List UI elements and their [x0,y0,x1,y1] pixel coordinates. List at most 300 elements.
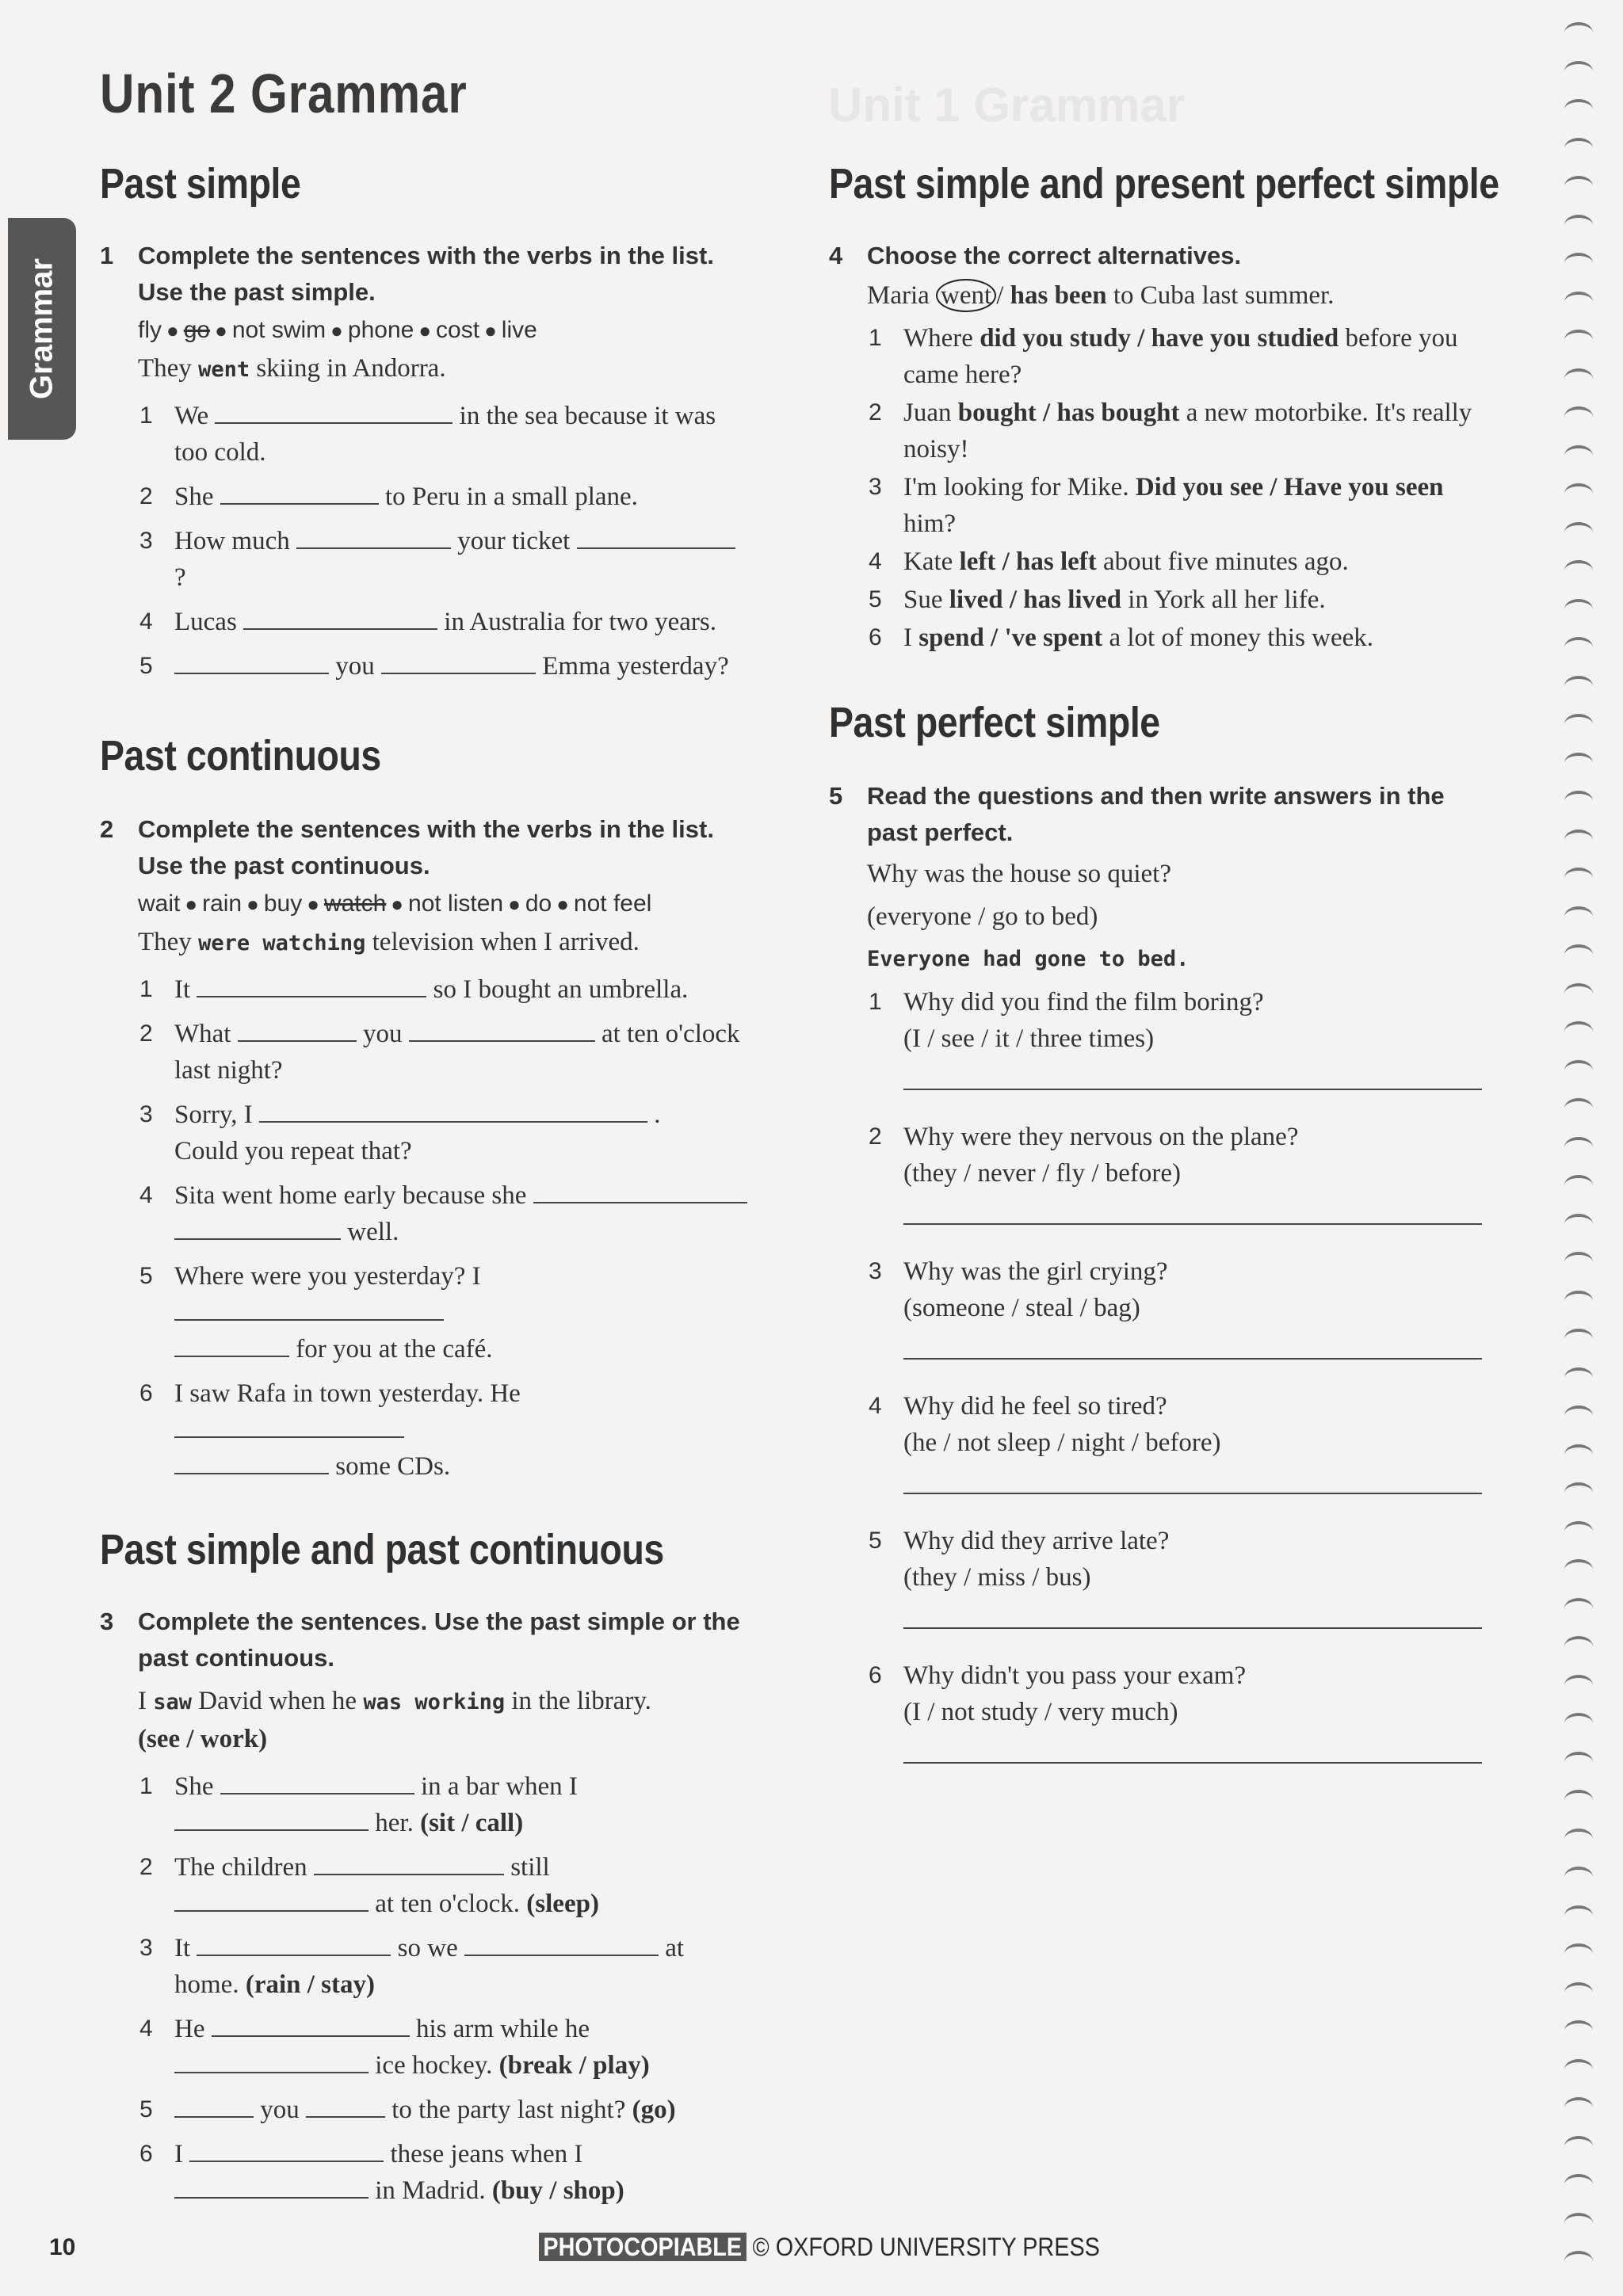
item-number: 3 [139,528,153,554]
binding-ring [1564,1713,1593,1733]
text: Could you repeat that? [174,1137,412,1165]
instruction-text: Complete the sentences with the verbs in the list. Use the past continuous. [138,815,714,879]
question: Why didn't you pass your exam? [903,1661,1247,1690]
handwritten-answer: went [198,357,250,382]
binding-ring [1564,176,1593,196]
text: I'm looking for Mike. [903,473,1136,502]
word: wait [138,891,181,917]
answer-line[interactable] [903,1464,1482,1494]
binding-ring [1564,868,1593,888]
text: well. [347,1218,399,1246]
item-number: 2 [139,1020,153,1047]
question: Why did they arrive late? [903,1527,1170,1555]
cue: (I / see / it / three times) [903,1024,1155,1053]
text: so I bought an umbrella. [433,975,689,1004]
text: in the library. [511,1687,651,1715]
word-struck: go [183,317,211,343]
item-number: 6 [139,1380,153,1406]
binding-ring [1564,2213,1593,2233]
text: I saw Rafa in town yesterday. He [174,1379,521,1408]
answer-blank[interactable] [381,649,536,674]
item-number: 5 [139,1263,153,1289]
answer-blank[interactable] [174,2092,254,2118]
binding-ring [1564,292,1593,312]
text: They [138,928,192,956]
binding-ring [1564,1829,1593,1849]
text: a lot of money this week. [1102,624,1374,652]
binding-ring [1564,1790,1593,1810]
answer-blank[interactable] [220,479,379,505]
binding-ring [1564,368,1593,389]
list-item [100,1375,750,1485]
binding-ring [1564,830,1593,850]
item-number: 6 [869,1662,882,1688]
answer-line[interactable] [903,1195,1482,1225]
text: She [174,482,214,511]
text: Juan [903,399,958,427]
bleed-through-text: Unit 1 Grammar [828,78,1186,132]
answer-blank[interactable] [174,1295,444,1321]
binding-ring [1564,330,1593,350]
text: I [174,2140,183,2168]
item-number: 1 [139,402,153,429]
item-number: 6 [139,2141,153,2167]
binding-ring [1564,2136,1593,2157]
word: rain [202,891,242,917]
item-number: 5 [869,1527,882,1554]
item-number: 1 [139,1773,153,1799]
binding-ring [1564,1291,1593,1311]
text: It [174,1934,191,1962]
list-item [100,479,750,515]
text: skiing in Andorra. [256,354,446,383]
text: you [362,1020,403,1048]
list-item [100,1768,750,1841]
binding-ring [1564,753,1593,773]
text: in York all her life. [1121,585,1326,614]
circled-answer: went [936,279,996,312]
binding-ring [1564,1943,1593,1964]
unit-title: Unit 2 Grammar [100,63,468,124]
list-item [829,1388,1479,1494]
item-number: 4 [139,1182,153,1208]
footer [539,2233,1100,2262]
example-question: Why was the house so quiet? [867,860,1171,888]
text: for you at the café. [296,1335,493,1363]
answer-blank[interactable] [409,1016,595,1042]
item-number: 4 [139,2016,153,2042]
binding-ring [1564,1405,1593,1426]
question: Why were they nervous on the plane? [903,1123,1299,1151]
exercise-1-instruction [100,238,750,311]
cue: (they / miss / bus) [903,1563,1091,1592]
text: in Australia for two years. [444,608,716,636]
binding-ring [1564,1329,1593,1349]
word: not swim [231,317,327,343]
binding-ring [1564,1905,1593,1926]
list-item [100,1849,750,1922]
binding-ring [1564,1175,1593,1196]
text: these jeans when I [390,2140,583,2168]
verb-cue: (sleep) [526,1890,599,1918]
binding-ring [1564,1675,1593,1695]
binding-ring [1564,2251,1593,2271]
item-number: 5 [869,586,882,612]
alternatives[interactable]: lived / has lived [949,585,1122,614]
text: before you came here? [903,324,1458,389]
answer-blank[interactable] [174,1449,329,1474]
side-tab [8,218,76,440]
answer-blank[interactable] [215,399,453,424]
list-item [100,1930,750,2003]
binding-ring [1564,2059,1593,2080]
binding-ring [1564,99,1593,120]
answer-blank[interactable] [174,1413,404,1438]
answer-blank[interactable] [577,524,735,549]
text: Emma yesterday? [542,652,729,681]
list-item [829,320,1479,393]
text: ? [174,563,186,592]
answer-blank[interactable] [243,605,437,630]
item-number: 5 [139,653,153,679]
verb-cue: (go) [632,2096,676,2124]
binding-ring [1564,483,1593,504]
list-item [100,648,750,685]
answer-blank[interactable] [174,1806,369,1831]
right-column [829,158,1499,1764]
text: in a bar when I [421,1772,578,1801]
instruction-text: Complete the sentences with the verbs in the list. Use the past simple. [138,242,714,306]
binding-ring [1564,676,1593,696]
word: phone [347,317,414,343]
exercise-number: 5 [829,782,843,810]
section-heading-past-simple-present-perfect: Past simple and present perfect simple [829,160,1499,208]
list-item [100,523,750,596]
instruction-text: Read the questions and then write answers in the past perfect. [867,782,1445,846]
instruction-text: Choose the correct alternatives. [867,242,1242,269]
item-number: 3 [139,1935,153,1961]
alternatives[interactable]: spend / 've spent [918,624,1103,652]
item-number: 4 [869,1393,882,1419]
exercise-3-items [100,1768,750,2209]
example-sentence [100,350,750,388]
answer-blank[interactable] [238,1016,357,1042]
answer-blank[interactable] [197,972,426,997]
word: not feel [573,891,652,917]
exercise-2-instruction [100,811,750,884]
text: Sita went home early because she [174,1181,527,1210]
question: Why was the girl crying? [903,1257,1168,1286]
exercise-number: 3 [100,1608,114,1635]
text: to Peru in a small plane. [385,482,638,511]
text: about five minutes ago. [1096,547,1349,576]
item-number: 4 [139,608,153,635]
text: The children [174,1853,307,1882]
text: / [996,281,1010,310]
item-number: 1 [869,325,882,351]
verb-cue: (break / play) [498,2051,650,2080]
answer-blank[interactable] [174,1886,369,1912]
handwritten-answer: saw [153,1690,193,1714]
text: . [654,1100,661,1129]
side-tab-label: Grammar [24,258,59,399]
text: Where were you yesterday? I [174,1262,481,1291]
text: television when I arrived. [372,928,640,956]
binding-ring [1564,1137,1593,1158]
text: your ticket [457,527,571,555]
word: cost [436,317,480,343]
section-heading-past-continuous: Past continuous [100,732,381,780]
binding-ring [1564,944,1593,965]
binding-ring [1564,1021,1593,1042]
cue: (they / never / fly / before) [903,1159,1182,1188]
alternatives[interactable]: bought / has bought [957,399,1180,427]
alternative: has been [1010,281,1107,310]
question: Why did he feel so tired? [903,1392,1167,1421]
answer-line[interactable] [903,1329,1482,1360]
list-item [100,971,750,1008]
text: last night? [174,1056,283,1085]
binding-ring [1564,1444,1593,1465]
binding-ring [1564,1982,1593,2003]
answer-blank[interactable] [533,1178,747,1203]
list-item [829,1523,1479,1629]
list-item [829,582,1479,618]
list-item [829,1657,1479,1764]
binding-ring [1564,1252,1593,1272]
binding-ring [1564,2174,1593,2195]
binding-ring [1564,1559,1593,1580]
example-sentence [829,277,1479,314]
cue: (I / not study / very much) [903,1698,1178,1726]
word-list: fly ● go ● not swim ● phone ● cost ● live [138,317,537,343]
instruction-text: Complete the sentences. Use the past simple or the past continuous. [138,1608,740,1672]
answer-blank[interactable] [174,649,329,674]
list-item [829,1253,1479,1360]
binding-ring [1564,1367,1593,1388]
list-item [100,1016,750,1089]
text: to Cuba last summer. [1113,281,1335,310]
text: How much [174,527,290,555]
section-heading-past-simple-and-past-continuous: Past simple and past continuous [100,1526,664,1573]
handwritten-answer: Everyone had gone to bed. [867,947,1190,971]
text: at ten o'clock. [375,1890,521,1918]
list-item [100,1097,750,1169]
answer-blank[interactable] [296,524,451,549]
item-number: 2 [139,1854,153,1880]
list-item [100,1258,750,1367]
list-item [100,2136,750,2209]
list-item [829,469,1479,542]
list-item [829,984,1479,1090]
binding-ring [1564,522,1593,543]
word: fly [138,317,162,343]
verb-cue: (sit / call) [420,1809,524,1837]
text: a new motorbike. It's really noisy! [903,399,1472,463]
list-item [100,1177,750,1250]
text: We [174,402,209,430]
exercise-5-items [829,984,1479,1764]
list-item [829,1119,1479,1225]
verb-cue: (see / work) [138,1725,268,1753]
binding-ring [1564,406,1593,427]
text: David when he [198,1687,357,1715]
text: at [665,1934,685,1962]
answer-blank[interactable] [212,2012,410,2037]
exercise-1-items [100,398,750,685]
answer-line[interactable] [903,1060,1482,1090]
binding-ring [1564,1752,1593,1772]
list-item [829,543,1479,580]
answer-blank[interactable] [189,2137,384,2162]
text: you [335,652,375,681]
exercise-4-instruction [829,238,1479,274]
item-number: 3 [869,1258,882,1284]
section-heading-past-perfect-simple: Past perfect simple [829,699,1160,746]
text: What [174,1020,231,1048]
text: ice hockey. [375,2051,493,2080]
example-sentence [100,1683,750,1757]
text: He [174,2015,205,2043]
text: some CDs. [335,1452,451,1481]
text: him? [903,509,956,538]
alternatives[interactable]: did you study / have you studied [980,324,1339,353]
binding-ring [1564,560,1593,581]
binding-ring [1564,983,1593,1004]
text: Maria [867,281,930,310]
item-number: 4 [869,548,882,574]
example-cue: (everyone / go to bed) [867,902,1098,931]
list-item [100,2011,750,2084]
item-number: 1 [139,976,153,1002]
text: Sorry, I [174,1100,253,1129]
answer-blank[interactable] [174,2048,369,2073]
answer-blank[interactable] [306,2092,385,2118]
binding-ring [1564,61,1593,82]
exercise-5-instruction [829,778,1479,851]
binding-ring [1564,253,1593,273]
exercise-4-items [829,320,1479,656]
binding-ring [1564,791,1593,811]
answer-blank[interactable] [314,1850,504,1875]
word-list: wait ● rain ● buy ● watch ● not listen ● do ● not feel [138,891,652,917]
text: Sue [903,585,949,614]
page-number: 10 [49,2234,76,2260]
verb-cue: (rain / stay) [245,1970,375,1999]
text: Where [903,324,980,353]
binding-ring [1564,637,1593,658]
binding-ring [1564,215,1593,235]
item-number: 2 [869,399,882,425]
binding-ring [1564,1098,1593,1119]
word: buy [263,891,303,917]
binding-ring [1564,2020,1593,2041]
text: you [260,2096,300,2124]
item-number: 3 [139,1101,153,1127]
list-item [829,395,1479,467]
word: do [525,891,552,917]
list-item [100,398,750,471]
exercise-3-instruction [100,1604,750,1676]
binding-ring [1564,1521,1593,1542]
answer-blank[interactable] [174,1215,341,1240]
text: She [174,1772,214,1801]
binding-ring [1564,1636,1593,1657]
binding-ring [1564,906,1593,927]
binding-ring [1564,1482,1593,1503]
section-heading-past-simple: Past simple [100,160,301,208]
word-struck: watch [323,891,387,917]
answer-blank[interactable] [174,2173,369,2199]
text: in the sea because it was too cold. [174,402,716,467]
item-number: 1 [869,989,882,1015]
answer-blank[interactable] [464,1931,659,1956]
handwritten-answer: were watching [198,931,366,955]
text: They [138,354,192,383]
binding-ring [1564,445,1593,466]
text: at ten o'clock [601,1020,740,1048]
question: Why did you find the film boring? [903,988,1264,1016]
list-item [100,2092,750,2128]
answer-blank[interactable] [220,1769,414,1794]
answer-line[interactable] [903,1599,1482,1629]
cue: (someone / steal / bag) [903,1294,1140,1322]
text: still [510,1853,550,1882]
list-item [100,604,750,640]
text: her. [375,1809,414,1837]
answer-line[interactable] [903,1733,1482,1764]
exercise-number: 2 [100,815,114,843]
text: Lucas [174,608,237,636]
verb-cue: (buy / shop) [491,2176,624,2205]
photocopiable-badge: PHOTOCOPIABLE [539,2233,746,2261]
text: home. [174,1970,239,1999]
binding-ring [1564,2097,1593,2118]
word: live [501,317,537,343]
alternatives[interactable]: Did you see / Have you seen [1135,473,1444,502]
exercise-number: 4 [829,242,843,269]
text: Kate [903,547,960,576]
text: his arm while he [415,2015,590,2043]
binding-ring [1564,714,1593,734]
answer-blank[interactable] [259,1097,647,1123]
answer-blank[interactable] [197,1931,391,1956]
publisher-text: © OXFORD UNIVERSITY PRESS [752,2233,1100,2261]
binding-ring [1564,1214,1593,1234]
example-sentence [100,924,750,962]
binding-ring [1564,138,1593,158]
handwritten-answer: was working [363,1690,506,1714]
item-number: 6 [869,624,882,650]
item-number: 5 [139,2096,153,2122]
text: I [903,624,919,652]
item-number: 2 [869,1123,882,1150]
left-column [100,158,750,2209]
answer-blank[interactable] [174,1332,289,1357]
binding-ring [1564,599,1593,620]
text: I [138,1687,147,1715]
alternatives[interactable]: left / has left [959,547,1097,576]
exercise-number: 1 [100,242,114,269]
exercise-2-items [100,971,750,1485]
list-item [829,620,1479,656]
item-number: 3 [869,474,882,500]
text: in Madrid. [375,2176,486,2205]
binding-ring [1564,22,1593,43]
word: not listen [408,891,504,917]
binding-ring [1564,1598,1593,1619]
text: It [174,975,191,1004]
